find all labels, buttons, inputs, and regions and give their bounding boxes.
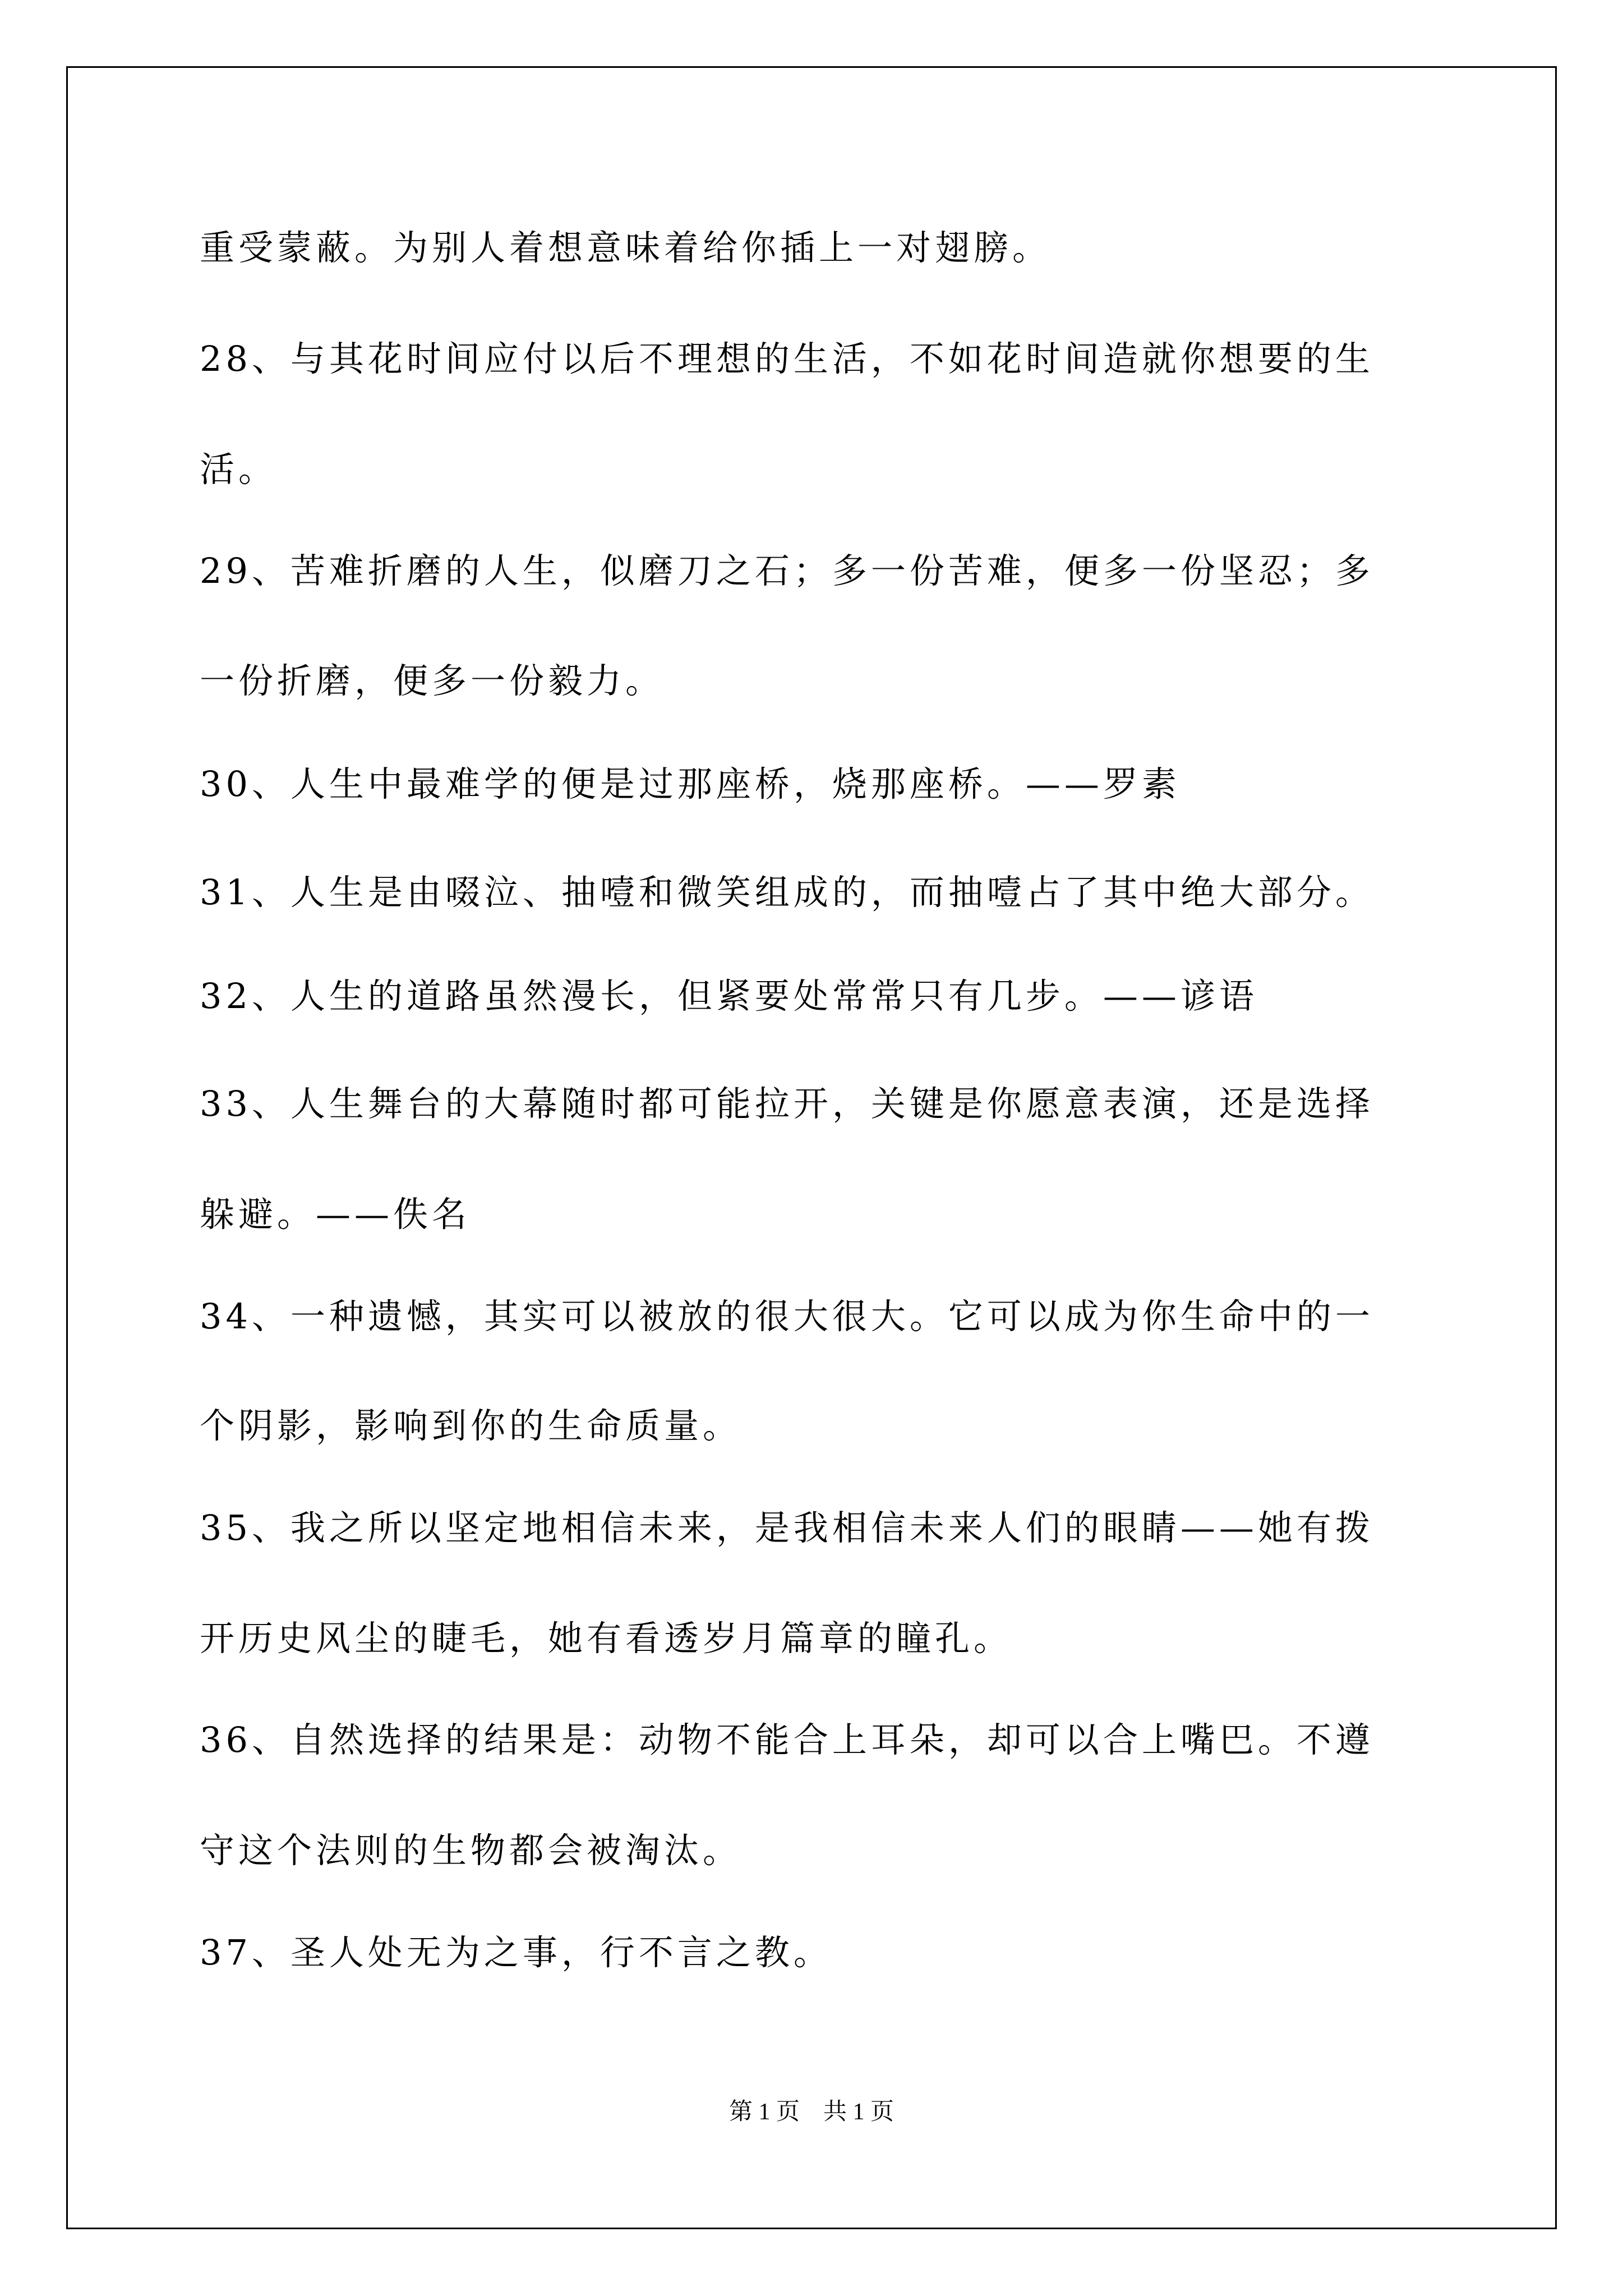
- text-line: 31、人生是由啜泣、抽噎和微笑组成的，而抽噎占了其中绝大部分。: [200, 872, 1374, 913]
- text-line: 36、自然选择的结果是：动物不能合上耳朵，却可以合上嘴巴。不遵: [200, 1719, 1374, 1760]
- page-border: [66, 66, 1557, 2229]
- text-line: 33、人生舞台的大幕随时都可能拉开，关键是你愿意表演，还是选择: [200, 1083, 1374, 1124]
- text-line: 34、一种遗憾，其实可以被放的很大很大。它可以成为你生命中的一: [200, 1296, 1374, 1337]
- text-line: 个阴影，影响到你的生命质量。: [200, 1405, 742, 1446]
- text-line: 28、与其花时间应付以后不理想的生活，不如花时间造就你想要的生: [200, 338, 1374, 379]
- text-line: 35、我之所以坚定地相信未来，是我相信未来人们的眼睛——她有拨: [200, 1507, 1374, 1548]
- text-line: 29、苦难折磨的人生，似磨刀之石；多一份苦难，便多一份坚忍；多: [200, 550, 1374, 591]
- text-line: 32、人生的道路虽然漫长，但紧要处常常只有几步。——谚语: [200, 976, 1258, 1016]
- text-line: 30、人生中最难学的便是过那座桥，烧那座桥。——罗素: [200, 763, 1181, 804]
- text-line: 活。: [200, 449, 278, 490]
- text-line: 开历史风尘的睫毛，她有看透岁月篇章的瞳孔。: [200, 1618, 1013, 1659]
- text-line: 躲避。——佚名: [200, 1194, 471, 1235]
- text-line: 37、圣人处无为之事，行不言之教。: [200, 1932, 832, 1973]
- text-line: 一份折磨，便多一份毅力。: [200, 660, 665, 701]
- text-line: 守这个法则的生物都会被淘汰。: [200, 1830, 742, 1871]
- text-line: 重受蒙蔽。为别人着想意味着给你插上一对翅膀。: [200, 227, 1052, 268]
- page-number-footer: 第 1 页 共 1 页: [728, 2099, 894, 2125]
